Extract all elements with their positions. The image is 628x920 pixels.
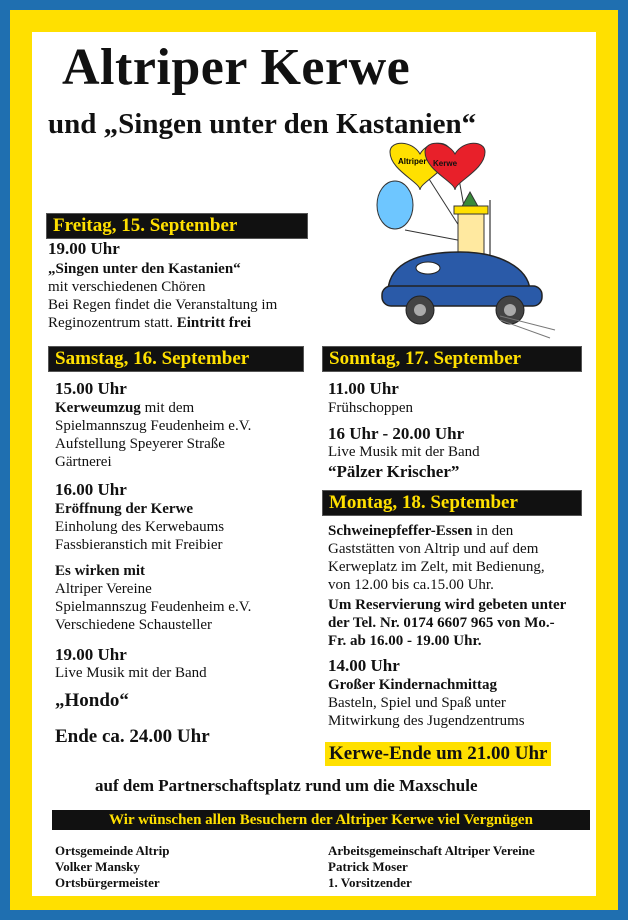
saturday-band: „Hondo“ <box>55 690 129 711</box>
sign-right-role: 1. Vorsitzender <box>328 875 412 890</box>
sunday-event-1: Frühschoppen <box>328 400 413 416</box>
saturday-event-2: Eröffnung der Kerwe <box>55 501 194 517</box>
sign-left-name: Volker Mansky <box>55 859 140 874</box>
saturday-time-3: 19.00 Uhr <box>55 645 127 664</box>
friday-event: „Singen unter den Kastanien“ <box>48 261 241 277</box>
poster-title: Altriper Kerwe <box>62 39 411 96</box>
sunday-time-1: 11.00 Uhr <box>328 379 399 398</box>
saturday-event-1-line2: Spielmannszug Feudenheim e.V. <box>55 418 252 434</box>
schweinepfeffer-rest: in den <box>476 523 514 539</box>
saturday-event-4: Live Musik mit der Band <box>55 665 207 681</box>
blue-balloon <box>377 181 413 229</box>
monday-event-1-line4: von 12.00 bis ca.15.00 Uhr. <box>328 577 494 593</box>
bumper-car <box>388 252 530 290</box>
kerwe-car-illustration <box>350 140 570 345</box>
monday-header: Montag, 18. September <box>322 490 582 516</box>
tower-figure <box>458 210 484 258</box>
saturday-time-2: 16.00 Uhr <box>55 480 127 499</box>
saturday-event-1-line4: Gärtnerei <box>55 454 112 470</box>
kerweumzug-label: Kerweumzug <box>55 400 141 416</box>
saturday-participants-3: Verschiedene Schausteller <box>55 617 213 633</box>
friday-line2: Bei Regen findet die Veranstaltung im <box>48 297 278 313</box>
sign-left-role: Ortsbürgermeister <box>55 875 160 890</box>
monday-event-1-line3: Kerweplatz im Zelt, mit Bedienung, <box>328 559 545 575</box>
friday-line3-plain: Reginozentrum statt. <box>48 315 173 331</box>
reservation-line1: Um Reservierung wird gebeten unter <box>328 597 567 613</box>
saturday-participants-heading: Es wirken mit <box>55 563 145 579</box>
sunday-header: Sonntag, 17. September <box>322 346 582 372</box>
saturday-participants-1: Altriper Vereine <box>55 581 152 597</box>
saturday-event-1 <box>55 399 194 418</box>
friday-header: Freitag, 15. September <box>46 213 308 239</box>
friday-time: 19.00 Uhr <box>48 239 120 258</box>
kerweumzug-rest: mit dem <box>144 400 195 416</box>
monday-event-1-line2: Gaststätten von Altrip und auf dem <box>328 541 539 557</box>
sign-right-org: Arbeitsgemeinschaft Altriper Vereine <box>328 843 535 858</box>
reservation-line2: der Tel. Nr. 0174 6607 965 von Mo.- <box>328 615 555 631</box>
saturday-event-2-line3: Fassbieranstich mit Freibier <box>55 537 223 553</box>
saturday-event-2-line2: Einholung des Kerwebaums <box>55 519 225 535</box>
monday-event-1 <box>328 522 513 541</box>
poster-subtitle: und „Singen unter den Kastanien“ <box>48 108 477 140</box>
monday-event-2-line2: Basteln, Spiel und Spaß unter <box>328 695 506 711</box>
schweinepfeffer-label: Schweinepfeffer-Essen <box>328 523 473 539</box>
saturday-header: Samstag, 16. September <box>48 346 304 372</box>
reservation-line3: Fr. ab 16.00 - 19.00 Uhr. <box>328 633 482 649</box>
saturday-participants-2: Spielmannszug Feudenheim e.V. <box>55 599 252 615</box>
saturday-event-1-line3: Aufstellung Speyerer Straße <box>55 436 225 452</box>
sunday-band: “Pälzer Krischer” <box>328 462 460 481</box>
sunday-event-2: Live Musik mit der Band <box>328 444 480 460</box>
friday-line1: mit verschiedenen Chören <box>48 279 206 295</box>
balloon-right-text: Kerwe <box>433 159 458 168</box>
monday-time-2: 14.00 Uhr <box>328 656 400 675</box>
sign-left-org: Ortsgemeinde Altrip <box>55 843 170 858</box>
friday-entry-free: Eintritt frei <box>176 315 252 331</box>
friday-line3 <box>48 314 251 333</box>
wish-banner: Wir wünschen allen Besuchern der Altriper Kerwe viel Vergnügen <box>52 810 590 830</box>
sign-right-name: Patrick Moser <box>328 859 408 874</box>
location-line: auf dem Partnerschaftsplatz rund um die Maxschule <box>95 776 478 795</box>
balloon-left-text: Altriper <box>398 157 427 166</box>
saturday-time-1: 15.00 Uhr <box>55 379 127 398</box>
monday-event-2: Großer Kindernachmittag <box>328 677 498 693</box>
saturday-end: Ende ca. 24.00 Uhr <box>55 726 210 747</box>
monday-event-2-line3: Mitwirkung des Jugendzentrums <box>328 713 525 729</box>
kerwe-end-highlight: Kerwe-Ende um 21.00 Uhr <box>325 742 551 766</box>
sunday-time-2: 16 Uhr - 20.00 Uhr <box>328 424 465 443</box>
